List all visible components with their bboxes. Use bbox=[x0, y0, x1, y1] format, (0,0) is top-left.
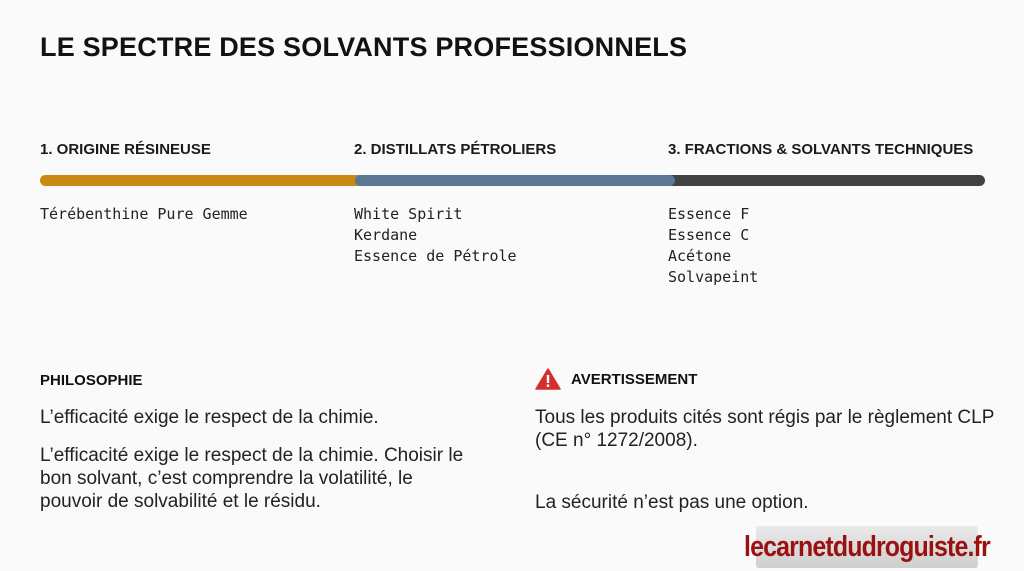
column-list-2 bbox=[354, 204, 517, 267]
site-logo-text: lecarnetdudroguiste.fr bbox=[744, 530, 990, 563]
list-item: Solvapeint bbox=[668, 268, 759, 286]
column-heading-3: 3. FRACTIONS & SOLVANTS TECHNIQUES bbox=[668, 141, 974, 158]
spectrum-bar-petroliers bbox=[355, 175, 675, 186]
list-item: Kerdane bbox=[354, 226, 418, 244]
list-item: Essence C bbox=[668, 226, 750, 244]
avertissement-heading bbox=[535, 368, 697, 390]
philosophie-body: L’efficacité exige le respect de la chimie. Choisir le bon solvant, c’est comprendre la volatilité, le pouvoir de solvabilité et le résidu. bbox=[40, 445, 464, 512]
avertissement-lead: Tous les produits cités sont régis par le règlement CLP (CE n° 1272/2008). bbox=[535, 407, 995, 451]
list-item: Térébenthine Pure Gemme bbox=[40, 205, 248, 223]
philosophie-lead: L’efficacité exige le respect de la chimie. bbox=[40, 407, 379, 428]
avertissement-body: La sécurité n’est pas une option. bbox=[535, 492, 809, 513]
page-title: LE SPECTRE DES SOLVANTS PROFESSIONNELS bbox=[40, 32, 688, 62]
column-heading-1: 1. ORIGINE RÉSINEUSE bbox=[40, 141, 211, 158]
avertissement-heading-label: AVERTISSEMENT bbox=[571, 370, 698, 388]
column-list-1 bbox=[40, 204, 248, 225]
site-logo bbox=[744, 526, 990, 568]
spectrum-bar-resineuse bbox=[40, 175, 360, 186]
column-list-3 bbox=[668, 204, 758, 288]
spectrum-bar-techniques bbox=[668, 175, 985, 186]
list-item: White Spirit bbox=[354, 205, 463, 223]
warning-triangle-icon bbox=[535, 368, 561, 390]
column-heading-2: 2. DISTILLATS PÉTROLIERS bbox=[354, 141, 557, 158]
list-item: Essence F bbox=[668, 205, 750, 223]
list-item: Essence de Pétrole bbox=[354, 247, 517, 265]
philosophie-heading bbox=[40, 372, 143, 389]
list-item: Acétone bbox=[668, 247, 732, 265]
philosophie-heading-label: PHILOSOPHIE bbox=[40, 372, 143, 389]
